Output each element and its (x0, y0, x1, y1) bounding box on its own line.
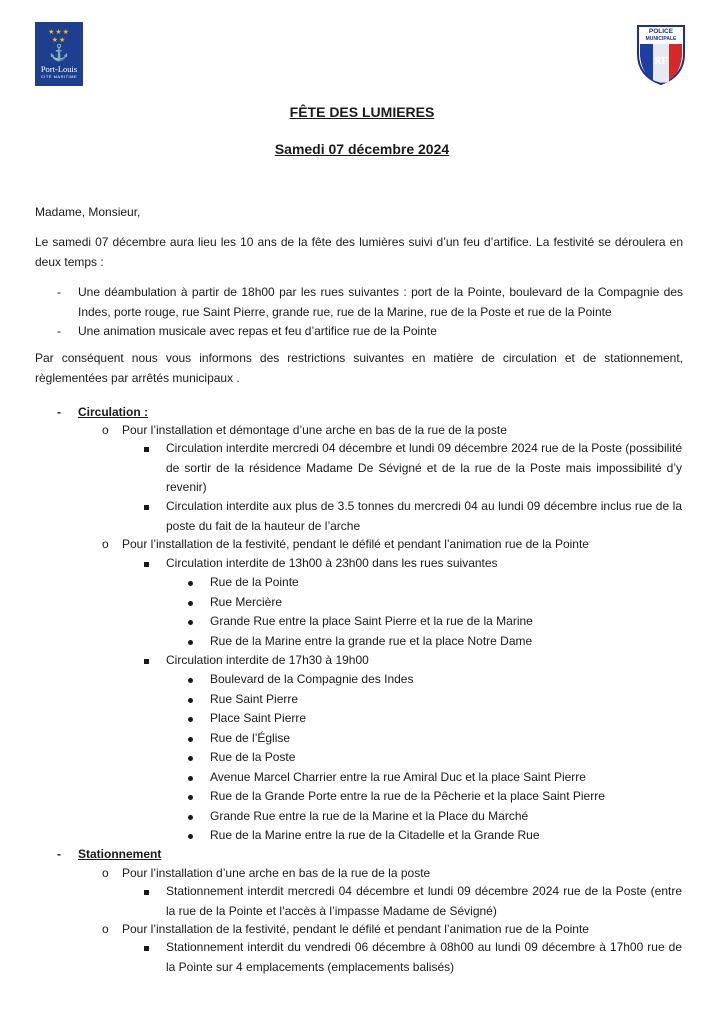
circulation-festivite-label: Pour l’installation de la festivité, pendant le défilé et pendant l’animation rue de la Pointe (122, 537, 589, 551)
event-text: Une déambulation à partir de 18h00 par les rues suivantes : port de la Pointe, boulevard de la Compagnie des Indes, porte rouge, rue Saint Pierre, grande rue, rue de la Marine, rue de la Poste et rue de la Pointe (78, 285, 683, 319)
port-louis-logo (35, 22, 83, 86)
stationnement-arche-item: Stationnement interdit mercredi 04 décembre et lundi 09 décembre 2024 rue de la Poste (entre la rue de la Pointe et l’accès à l’impasse Madame de Sévigné) (166, 884, 682, 918)
document-title: FÊTE DES LUMIERES (289, 104, 435, 120)
circle-bullet: o (102, 922, 109, 936)
circle-bullet: o (102, 423, 109, 437)
seal-line1: POLICE (648, 28, 674, 35)
square-bullet (144, 890, 149, 895)
dot-bullet (188, 834, 193, 839)
dot-bullet (188, 601, 193, 606)
circle-bullet: o (102, 537, 109, 551)
dash-bullet: - (57, 324, 61, 338)
street-item: Rue de la Grande Porte entre la rue de la Pêcherie et la place Saint Pierre (210, 789, 605, 803)
dot-bullet (188, 795, 193, 800)
circulation-block1-label: Circulation interdite de 13h00 à 23h00 dans les rues suivantes (166, 556, 498, 570)
square-bullet (144, 505, 149, 510)
square-bullet (144, 562, 149, 567)
section-heading-circulation: Circulation : (78, 405, 149, 419)
event-text: Une animation musicale avec repas et feu d’artifice rue de la Pointe (78, 324, 437, 338)
dot-bullet (188, 678, 193, 683)
street-item: Rue Mercière (210, 595, 283, 609)
dot-bullet (188, 737, 193, 742)
document-date: Samedi 07 décembre 2024 (274, 141, 450, 157)
circulation-arche-label: Pour l’installation et démontage d’une arche en bas de la rue de la poste (122, 423, 507, 437)
circulation-arche-item: Circulation interdite mercredi 04 décembre et lundi 09 décembre 2024 rue de la Poste (possibilité de sortir de la résidence Madame De Sévigné et de la rue de la Poste mais impossibilité d’y revenir) (166, 441, 682, 494)
dot-bullet (188, 698, 193, 703)
square-bullet (144, 946, 149, 951)
street-item: Avenue Marcel Charrier entre la rue Amiral Duc et la place Saint Pierre (210, 770, 586, 784)
section-heading-stationnement: Stationnement (78, 847, 162, 861)
street-item: Rue de la Marine entre la grande rue et la place Notre Dame (210, 634, 533, 648)
dash-bullet: - (57, 405, 61, 419)
greeting: Madame, Monsieur, (35, 205, 141, 219)
logo-subtitle: CITÉ MARITIME (40, 74, 78, 79)
circulation-block2-label: Circulation interdite de 17h30 à 19h00 (166, 653, 369, 667)
intro-paragraph: Le samedi 07 décembre aura lieu les 10 ans de la fête des lumières suivi d’un feu d’artifice. La festivité se déroulera en deux temps : (35, 235, 683, 269)
street-item: Rue de la Poste (210, 750, 296, 764)
street-item: Rue Saint Pierre (210, 692, 299, 706)
street-item: Rue de l’Église (210, 731, 291, 745)
street-item: Place Saint Pierre (210, 711, 307, 725)
consequence-paragraph: Par conséquent nous vous informons des restrictions suivantes en matière de circulation et de stationnement, règlementées par arrêtés municipaux . (35, 351, 683, 385)
dot-bullet (188, 776, 193, 781)
square-bullet (144, 659, 149, 664)
anchor-icon: ⚓ (49, 45, 69, 62)
stationnement-arche-label: Pour l’installation d’une arche en bas de la rue de la poste (122, 866, 431, 880)
dot-bullet (188, 717, 193, 722)
dot-bullet (188, 640, 193, 645)
street-item: Rue de la Marine entre la rue de la Citadelle et la Grande Rue (210, 828, 540, 842)
square-bullet (144, 447, 149, 452)
seal-letters: RF (654, 56, 668, 67)
street-item: Boulevard de la Compagnie des Indes (210, 672, 414, 686)
dot-bullet (188, 756, 193, 761)
street-item: Rue de la Pointe (210, 575, 299, 589)
circulation-arche-item: Circulation interdite aux plus de 3.5 tonnes du mercredi 04 au lundi 09 décembre inclus rue de la poste du fait de la hauteur de l’arche (166, 499, 682, 533)
dash-bullet: - (57, 847, 61, 861)
shield-icon (635, 20, 687, 86)
stationnement-festivite-label: Pour l’installation de la festivité, pendant le défilé et pendant l’animation rue de la Pointe (122, 922, 589, 936)
stars-icon: ★★★ ★★ (48, 29, 70, 44)
circle-bullet: o (102, 866, 109, 880)
list-item (35, 322, 683, 342)
stationnement-festivite-item: Stationnement interdit du vendredi 06 décembre à 08h00 au lundi 09 décembre à 17h00 rue de la Pointe sur 4 emplacements (emplacements balisés) (166, 940, 682, 974)
street-item: Grande Rue entre la rue de la Marine et la Place du Marché (210, 809, 529, 823)
dot-bullet (188, 620, 193, 625)
dot-bullet (188, 581, 193, 586)
dash-bullet: - (57, 285, 61, 299)
seal-line2: MUNICIPALE (645, 36, 677, 42)
street-item: Grande Rue entre la place Saint Pierre et la rue de la Marine (210, 614, 533, 628)
dot-bullet (188, 815, 193, 820)
list-item (35, 283, 683, 322)
police-municipale-seal (635, 20, 687, 86)
events-list (35, 283, 683, 342)
logo-name: Port-Louis (40, 64, 78, 74)
